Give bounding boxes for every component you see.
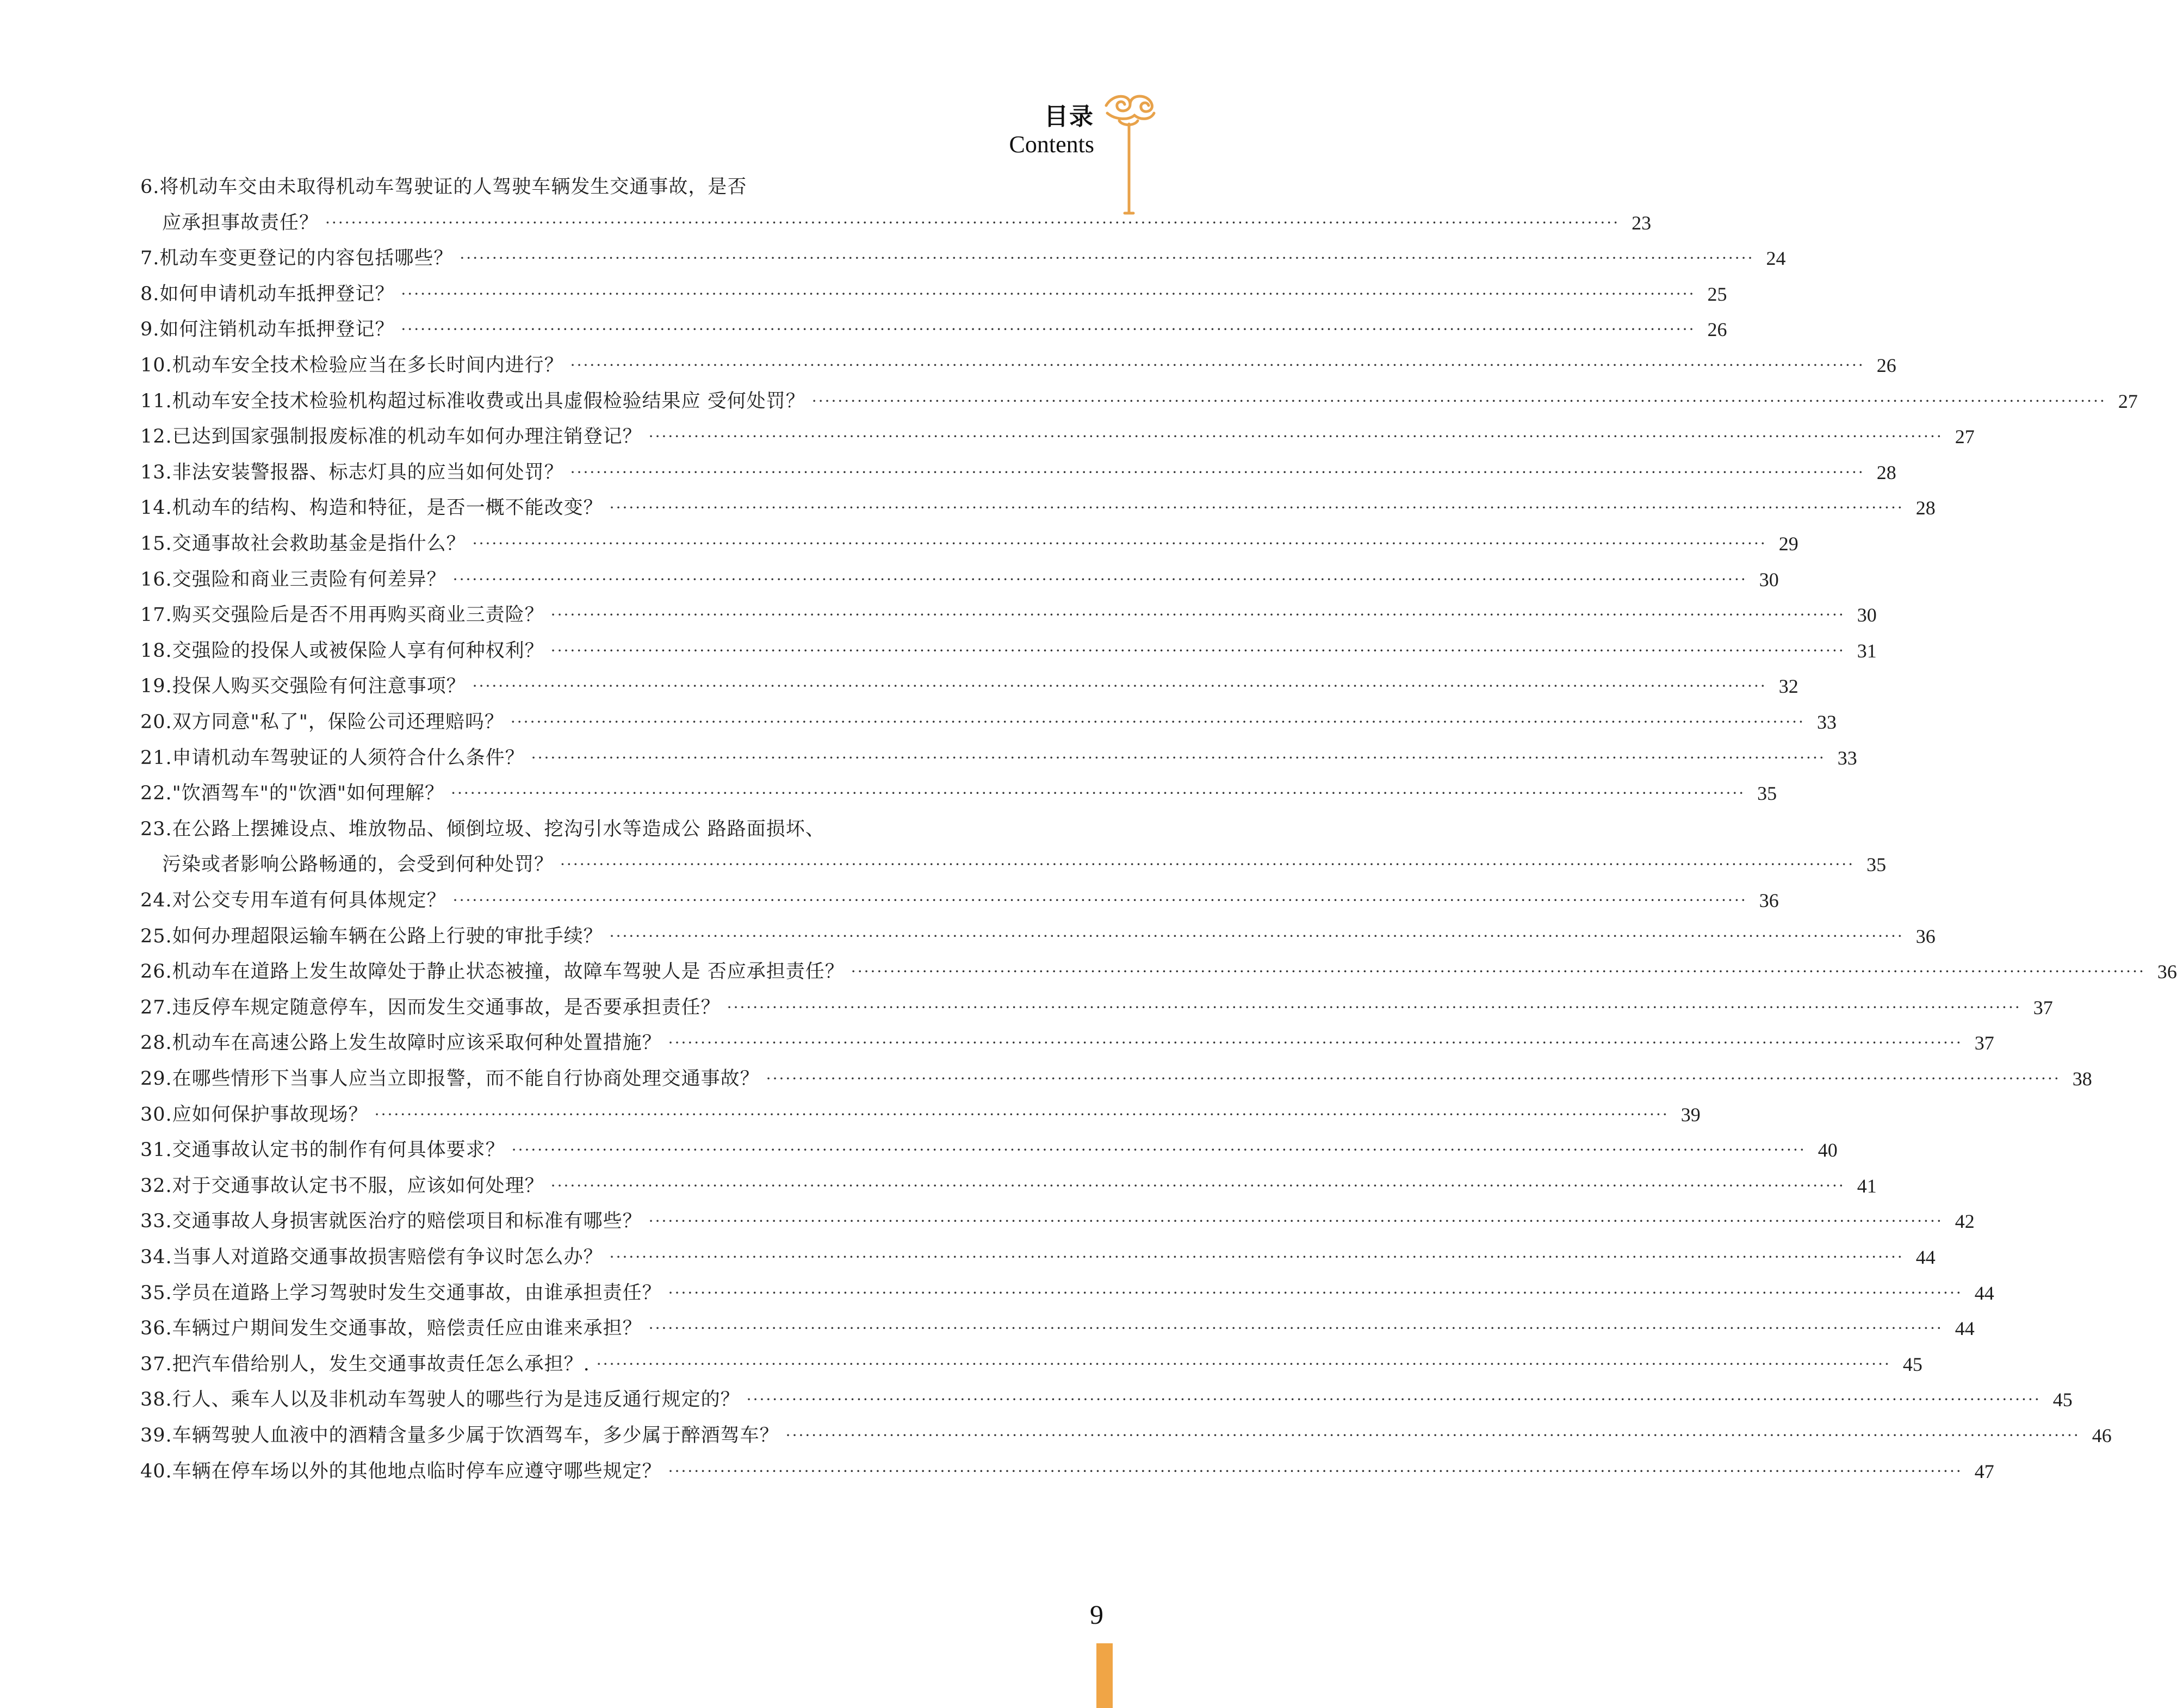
toc-page-ref: 44 xyxy=(1955,1318,1975,1340)
toc-leader-dots: ········································································································································································································ xyxy=(766,1070,2061,1088)
toc-entry-title: 18.交强险的投保人或被保险人享有何种权利？ xyxy=(140,639,544,662)
toc-page-ref: 44 xyxy=(1915,1246,1936,1268)
toc-entry-title: 40.车辆在停车场以外的其他地点临时停车应遵守哪些规定？ xyxy=(140,1460,662,1482)
toc-entry[interactable] xyxy=(140,887,1779,914)
toc-page-ref: 41 xyxy=(1857,1175,1877,1197)
toc-leader-dots: ········································································································································································································ xyxy=(560,855,1855,874)
toc-leader-dots: ········································································································································································································ xyxy=(668,1034,1963,1052)
toc-entry[interactable] xyxy=(140,923,1936,950)
toc-page-ref: 31 xyxy=(1857,639,1877,662)
toc-page-ref: 40 xyxy=(1818,1139,1838,1162)
toc-entry-title: 35.学员在道路上学习驾驶时发生交通事故，由谁承担责任？ xyxy=(140,1282,662,1304)
toc-entry-title: 11.机动车安全技术检验机构超过标准收费或出具虚假检验结果应 受何处罚？ xyxy=(140,390,805,412)
toc-page-ref: 37 xyxy=(1974,1032,1994,1054)
toc-entry-title: 22."饮酒驾车"的"饮酒"如何理解？ xyxy=(140,782,445,805)
toc-leader-dots: ········································································································································································································ xyxy=(668,1462,1963,1480)
toc-leader-dots: ········································································································································································································ xyxy=(785,1426,2080,1444)
toc-entry-title: 38.行人、乘车人以及非机动车驾驶人的哪些行为是违反通行规定的？ xyxy=(140,1389,740,1411)
toc-entry[interactable] xyxy=(140,1351,1922,1378)
toc-leader-dots: ········································································································································································································ xyxy=(510,713,1805,731)
toc-entry-title: 6.将机动车交由未取得机动车驾驶证的人驾驶车辆发生交通事故，是否 xyxy=(140,176,747,198)
toc-page-ref: 36 xyxy=(1759,890,1779,911)
toc-leader-dots: ········································································································································································································ xyxy=(570,463,1865,481)
toc-page-ref: 33 xyxy=(1816,711,1837,733)
toc-entry[interactable] xyxy=(140,601,1877,629)
toc-page-ref: 36 xyxy=(1915,925,1936,947)
toc-entry[interactable] xyxy=(140,316,1727,343)
toc-entry-title: 29.在哪些情形下当事人应当立即报警，而不能自行协商处理交通事故？ xyxy=(140,1068,760,1090)
toc-page-ref: 32 xyxy=(1778,675,1798,698)
toc-entry-title: 9.如何注销机动车抵押登记？ xyxy=(140,319,395,341)
toc-entry[interactable] xyxy=(140,173,1049,201)
toc-entry[interactable] xyxy=(140,1029,1994,1057)
toc-entry-title: 污染或者影响公路畅通的，会受到何种处罚？ xyxy=(162,854,554,876)
toc-entry-title: 31.交通事故认定书的制作有何具体要求？ xyxy=(140,1139,505,1162)
toc-page-ref: 35 xyxy=(1866,854,1887,876)
toc-entry-title: 16.交强险和商业三责险有何差异？ xyxy=(140,568,446,591)
toc-leader-dots: ········································································································································································································ xyxy=(452,891,1747,909)
toc-entry-title: 21.申请机动车驾驶证的人须符合什么条件？ xyxy=(140,747,525,769)
toc-entry-title: 32.对于交通事故认定书不服，应该如何处理？ xyxy=(140,1175,544,1197)
toc-entry-title: 24.对公交专用车道有何具体规定？ xyxy=(140,890,446,911)
toc-entry-title: 33.交通事故人身损害就医治疗的赔偿项目和标准有哪些？ xyxy=(140,1210,642,1233)
toc-entry[interactable] xyxy=(140,1422,2112,1449)
toc-entry[interactable] xyxy=(140,1458,1994,1485)
toc-entry-title: 27.违反停车规定随意停车，因而发生交通事故，是否要承担责任？ xyxy=(140,996,721,1018)
toc-page-ref: 36 xyxy=(2157,961,2177,983)
toc-entry-title: 28.机动车在高速公路上发生故障时应该采取何种处置措施？ xyxy=(140,1032,662,1054)
toc-entry-title: 30.应如何保护事故现场？ xyxy=(140,1103,368,1126)
toc-page-ref: 26 xyxy=(1707,319,1727,341)
toc-entry[interactable] xyxy=(140,1065,2092,1092)
toc-entry-title: 14.机动车的结构、构造和特征，是否一概不能改变？ xyxy=(140,497,603,519)
toc-entry[interactable] xyxy=(140,744,1857,772)
toc-page-ref: 28 xyxy=(1876,461,1896,483)
toc-entry-title: 8.如何申请机动车抵押登记？ xyxy=(140,283,395,305)
toc-leader-dots: ········································································································································································································ xyxy=(550,606,1845,624)
toc-entry[interactable] xyxy=(140,1136,1838,1164)
toc-entry-title: 39.车辆驾驶人血液中的酒精含量多少属于饮酒驾车，多少属于醉酒驾车？ xyxy=(140,1425,779,1446)
toc-leader-dots: ········································································································································································································ xyxy=(727,998,2021,1016)
toc-header-subtitle: Contents xyxy=(1009,131,1094,158)
toc-entry[interactable] xyxy=(140,423,1975,450)
toc-page-ref: 23 xyxy=(1632,212,1652,234)
toc-leader-dots: ········································································································································································································ xyxy=(511,1141,1806,1159)
toc-entry[interactable] xyxy=(140,1315,1975,1342)
toc-leader-dots: ········································································································································································································ xyxy=(401,320,1696,339)
toc-leader-dots: ········································································································································································································ xyxy=(609,927,1904,945)
toc-entry-title: 17.购买交强险后是否不用再购买商业三责险？ xyxy=(140,604,544,626)
toc-leader-dots: ········································································································································································································ xyxy=(648,1212,1943,1231)
toc-page-ref: 44 xyxy=(1974,1282,1994,1304)
toc-entry[interactable] xyxy=(140,994,2053,1021)
toc-leader-dots: ········································································································································································································ xyxy=(851,962,2145,981)
toc-page-ref: 45 xyxy=(1902,1353,1922,1375)
toc-entry-title: 12.已达到国家强制报废标准的机动车如何办理注销登记？ xyxy=(140,426,642,448)
toc-entry-title: 10.机动车安全技术检验应当在多长时间内进行？ xyxy=(140,355,564,376)
toc-leader-dots: ········································································································································································································ xyxy=(460,249,1754,268)
toc-page-ref: 24 xyxy=(1766,247,1786,270)
toc-page-ref: 27 xyxy=(2118,390,2138,412)
toc-entry-title: 7.机动车变更登记的内容包括哪些？ xyxy=(140,247,454,270)
toc-leader-dots: ········································································································································································································ xyxy=(472,677,1767,695)
toc-entry-title: 26.机动车在道路上发生故障处于静止状态被撞，故障车驾驶人是 否应承担责任？ xyxy=(140,961,845,983)
toc-page-ref: 39 xyxy=(1680,1103,1701,1126)
side-tab xyxy=(1096,1643,1113,1708)
toc-entry[interactable] xyxy=(140,281,1727,308)
toc-entry-title: 15.交通事故社会救助基金是指什么？ xyxy=(140,533,466,555)
toc-page-ref: 46 xyxy=(2092,1425,2112,1446)
toc-page-ref: 30 xyxy=(1857,604,1877,626)
toc-entry[interactable] xyxy=(140,1244,1936,1271)
toc-entry[interactable] xyxy=(140,566,1779,593)
toc-page-ref: 30 xyxy=(1759,568,1779,591)
toc-entry[interactable] xyxy=(140,530,1798,557)
toc-entry[interactable] xyxy=(140,637,1877,664)
toc-entry-title: 19.投保人购买交强险有何注意事项？ xyxy=(140,675,466,698)
toc-entry-title: 13.非法安装警报器、标志灯具的应当如何处罚？ xyxy=(140,461,564,483)
toc-leader-dots: ········································································································································································································ xyxy=(451,784,1746,803)
toc-entry-title: 20.双方同意"私了"，保险公司还理赔吗？ xyxy=(140,711,504,733)
toc-entry[interactable] xyxy=(140,388,2138,415)
toc-leader-dots: ········································································································································································································ xyxy=(550,641,1845,660)
toc-entry-title: 34.当事人对道路交通事故损害赔偿有争议时怎么办？ xyxy=(140,1246,603,1268)
toc-entry[interactable] xyxy=(140,958,2177,985)
toc-page-ref: 38 xyxy=(2072,1068,2092,1090)
toc-page-ref: 37 xyxy=(2033,996,2053,1018)
toc-leader-dots: ········································································································································································································ xyxy=(609,1248,1904,1266)
toc-entry[interactable] xyxy=(140,709,1837,736)
toc-entry-title: 37.把汽车借给别人，发生交通事故责任怎么承担？. xyxy=(140,1353,590,1375)
toc-entry[interactable] xyxy=(140,352,1896,379)
toc-entry[interactable] xyxy=(140,816,1049,843)
toc-page-ref: 35 xyxy=(1757,782,1777,805)
toc-leader-dots: ········································································································································································································ xyxy=(609,499,1904,517)
toc-page-ref: 42 xyxy=(1955,1210,1975,1233)
toc-leader-dots: ········································································································································································································ xyxy=(570,356,1865,374)
toc-entry[interactable] xyxy=(140,459,1896,486)
toc-page-ref: 28 xyxy=(1915,497,1936,519)
toc-leader-dots: ········································································································································································································ xyxy=(668,1283,1963,1302)
toc-entry[interactable] xyxy=(140,1208,1975,1235)
toc-page-ref: 47 xyxy=(1974,1460,1994,1482)
toc-entry[interactable] xyxy=(140,780,1777,807)
toc-entry[interactable] xyxy=(140,673,1798,700)
page-number: 9 xyxy=(1090,1599,1103,1630)
toc-entry[interactable] xyxy=(140,1101,1701,1128)
toc-entry[interactable] xyxy=(140,1280,1994,1307)
toc-page-ref: 33 xyxy=(1837,747,1857,769)
toc-entry-title: 应承担事故责任？ xyxy=(162,212,319,234)
toc-page-ref: 45 xyxy=(2052,1389,2073,1411)
toc-leader-dots: ········································································································································································································ xyxy=(648,1319,1943,1338)
toc-leader-dots: ········································································································································································································ xyxy=(811,392,2106,410)
toc-entry[interactable] xyxy=(140,245,1786,272)
toc-header-title: 目录 xyxy=(1044,103,1094,131)
toc-leader-dots: ········································································································································································································ xyxy=(531,748,1826,767)
toc-entry[interactable] xyxy=(162,851,1887,878)
toc-page-ref: 27 xyxy=(1955,426,1975,448)
toc-leader-dots: ········································································································································································································ xyxy=(401,284,1696,303)
toc-leader-dots: ········································································································································································································ xyxy=(374,1105,1669,1123)
toc-leader-dots: ········································································································································································································ xyxy=(472,535,1767,552)
toc-leader-dots: ········································································································································································································ xyxy=(746,1390,2041,1409)
toc-entry[interactable] xyxy=(162,209,1652,237)
toc-page-ref: 29 xyxy=(1778,533,1798,555)
toc-entry[interactable] xyxy=(140,494,1936,521)
toc-leader-dots: ········································································································································································································ xyxy=(648,427,1943,446)
toc-entry[interactable] xyxy=(140,1386,2073,1413)
toc-entry-title: 25.如何办理超限运输车辆在公路上行驶的审批手续？ xyxy=(140,925,603,947)
toc-page-ref: 25 xyxy=(1707,283,1727,305)
toc-page-ref: 26 xyxy=(1876,355,1896,376)
toc-leader-dots: ········································································································································································································ xyxy=(452,570,1747,588)
toc-entry-title: 36.车辆过户期间发生交通事故，赔偿责任应由谁来承担？ xyxy=(140,1318,642,1340)
toc-entry-title: 23.在公路上摆摊设点、堆放物品、倾倒垃圾、挖沟引水等造成公 路路面损坏、 xyxy=(140,818,825,840)
toc-entry[interactable] xyxy=(140,1172,1877,1200)
toc-leader-dots: ········································································································································································································ xyxy=(550,1176,1845,1195)
toc-leader-dots: ········································································································································································································ xyxy=(596,1355,1891,1373)
toc-leader-dots: ········································································································································································································ xyxy=(325,213,1620,232)
